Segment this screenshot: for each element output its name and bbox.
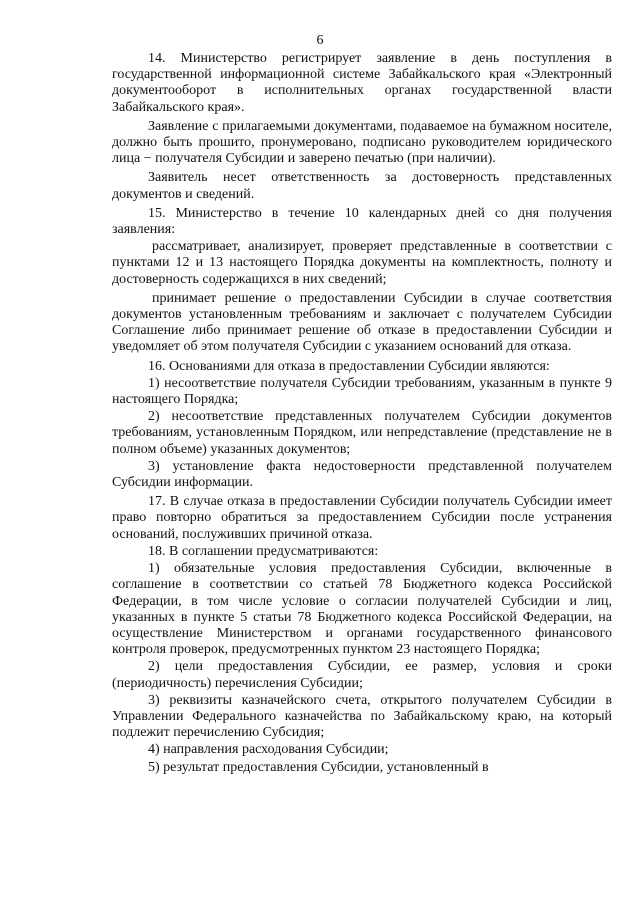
paragraph-15-decision: принимает решение о предоставлении Субсидии в случае соответствия документов установленным требованиям и заключает с получателем Субсидии Соглашение либо принимает решение об отказе в предоставлении Субсидии и уведомляет об этом получателя Субсидии с указанием оснований для отказа. [112, 290, 612, 355]
paragraph-16-item-2: 2) несоответствие представленных получателем Субсидии документов требованиям, установленным Порядком, или непредставление (представление не в полном объеме) указанных документов; [112, 409, 612, 457]
paragraph-18-item-4: 4) направления расходования Субсидии; [148, 742, 389, 758]
paragraph-17: 17. В случае отказа в предоставлении Субсидии получатель Субсидии имеет право повторно обратиться за предоставлением Субсидии после устранения оснований, послуживших причиной отказа. [112, 494, 612, 542]
paragraph-18-item-2: 2) цели предоставления Субсидии, ее размер, условия и сроки (периодичность) перечисления Субсидии; [112, 659, 612, 691]
paragraph-14: 14. Министерство регистрирует заявление в день поступления в государственной информационной системе Забайкальского края «Электронный документооборот в исполнительных органах государственной власти Забайкальского края». [112, 51, 612, 115]
paragraph-18: 18. В соглашении предусматриваются: [148, 543, 379, 559]
paragraph-15: 15. Министерство в течение 10 календарных дней со дня получения заявления: [112, 205, 612, 238]
paragraph-14-application-format: Заявление с прилагаемыми документами, подаваемое на бумажном носителе, должно быть прошито, пронумеровано, подписано руководителем юридического лица − получателя Субсидии и заверено печатью (при наличии). [112, 118, 612, 167]
paragraph-18-item-3: 3) реквизиты казначейского счета, открытого получателем Субсидии в Управлении Федерального казначейства по Забайкальскому краю, на который подлежит перечислению Субсидия; [112, 692, 612, 741]
page-number: 6 [316, 33, 324, 48]
paragraph-16-item-1: 1) несоответствие получателя Субсидии требованиям, указанным в пункте 9 настоящего Порядка; [112, 375, 612, 408]
paragraph-16: 16. Основаниями для отказа в предоставлении Субсидии являются: [148, 358, 550, 374]
paragraph-16-item-3: 3) установление факта недостоверности представленной получателем Субсидии информации. [112, 458, 612, 491]
paragraph-15-review: рассматривает, анализирует, проверяет представленные в соответствии с пунктами 12 и 13 настоящего Порядка документы на комплектность, полноту и достоверность содержащихся в них сведений; [112, 239, 612, 287]
paragraph-18-item-5: 5) результат предоставления Субсидии, установленный в [148, 759, 489, 775]
paragraph-18-item-1: 1) обязательные условия предоставления Субсидии, включенные в соглашение в соответствии со статьей 78 Бюджетного кодекса Российской Федерации, в том числе условие о согласии получателей Субсидии и лиц, указанных в пункте 5 статьи 78 Бюджетного кодекса Российской Федерации, на осуществление Министерством и органами государственного финансового контроля проверок, предусмотренных пунктом 23 настоящего Порядка; [112, 561, 612, 658]
paragraph-14-applicant-responsibility: Заявитель несет ответственность за достоверность представленных документов и сведений. [112, 170, 612, 202]
document-body [112, 51, 612, 777]
